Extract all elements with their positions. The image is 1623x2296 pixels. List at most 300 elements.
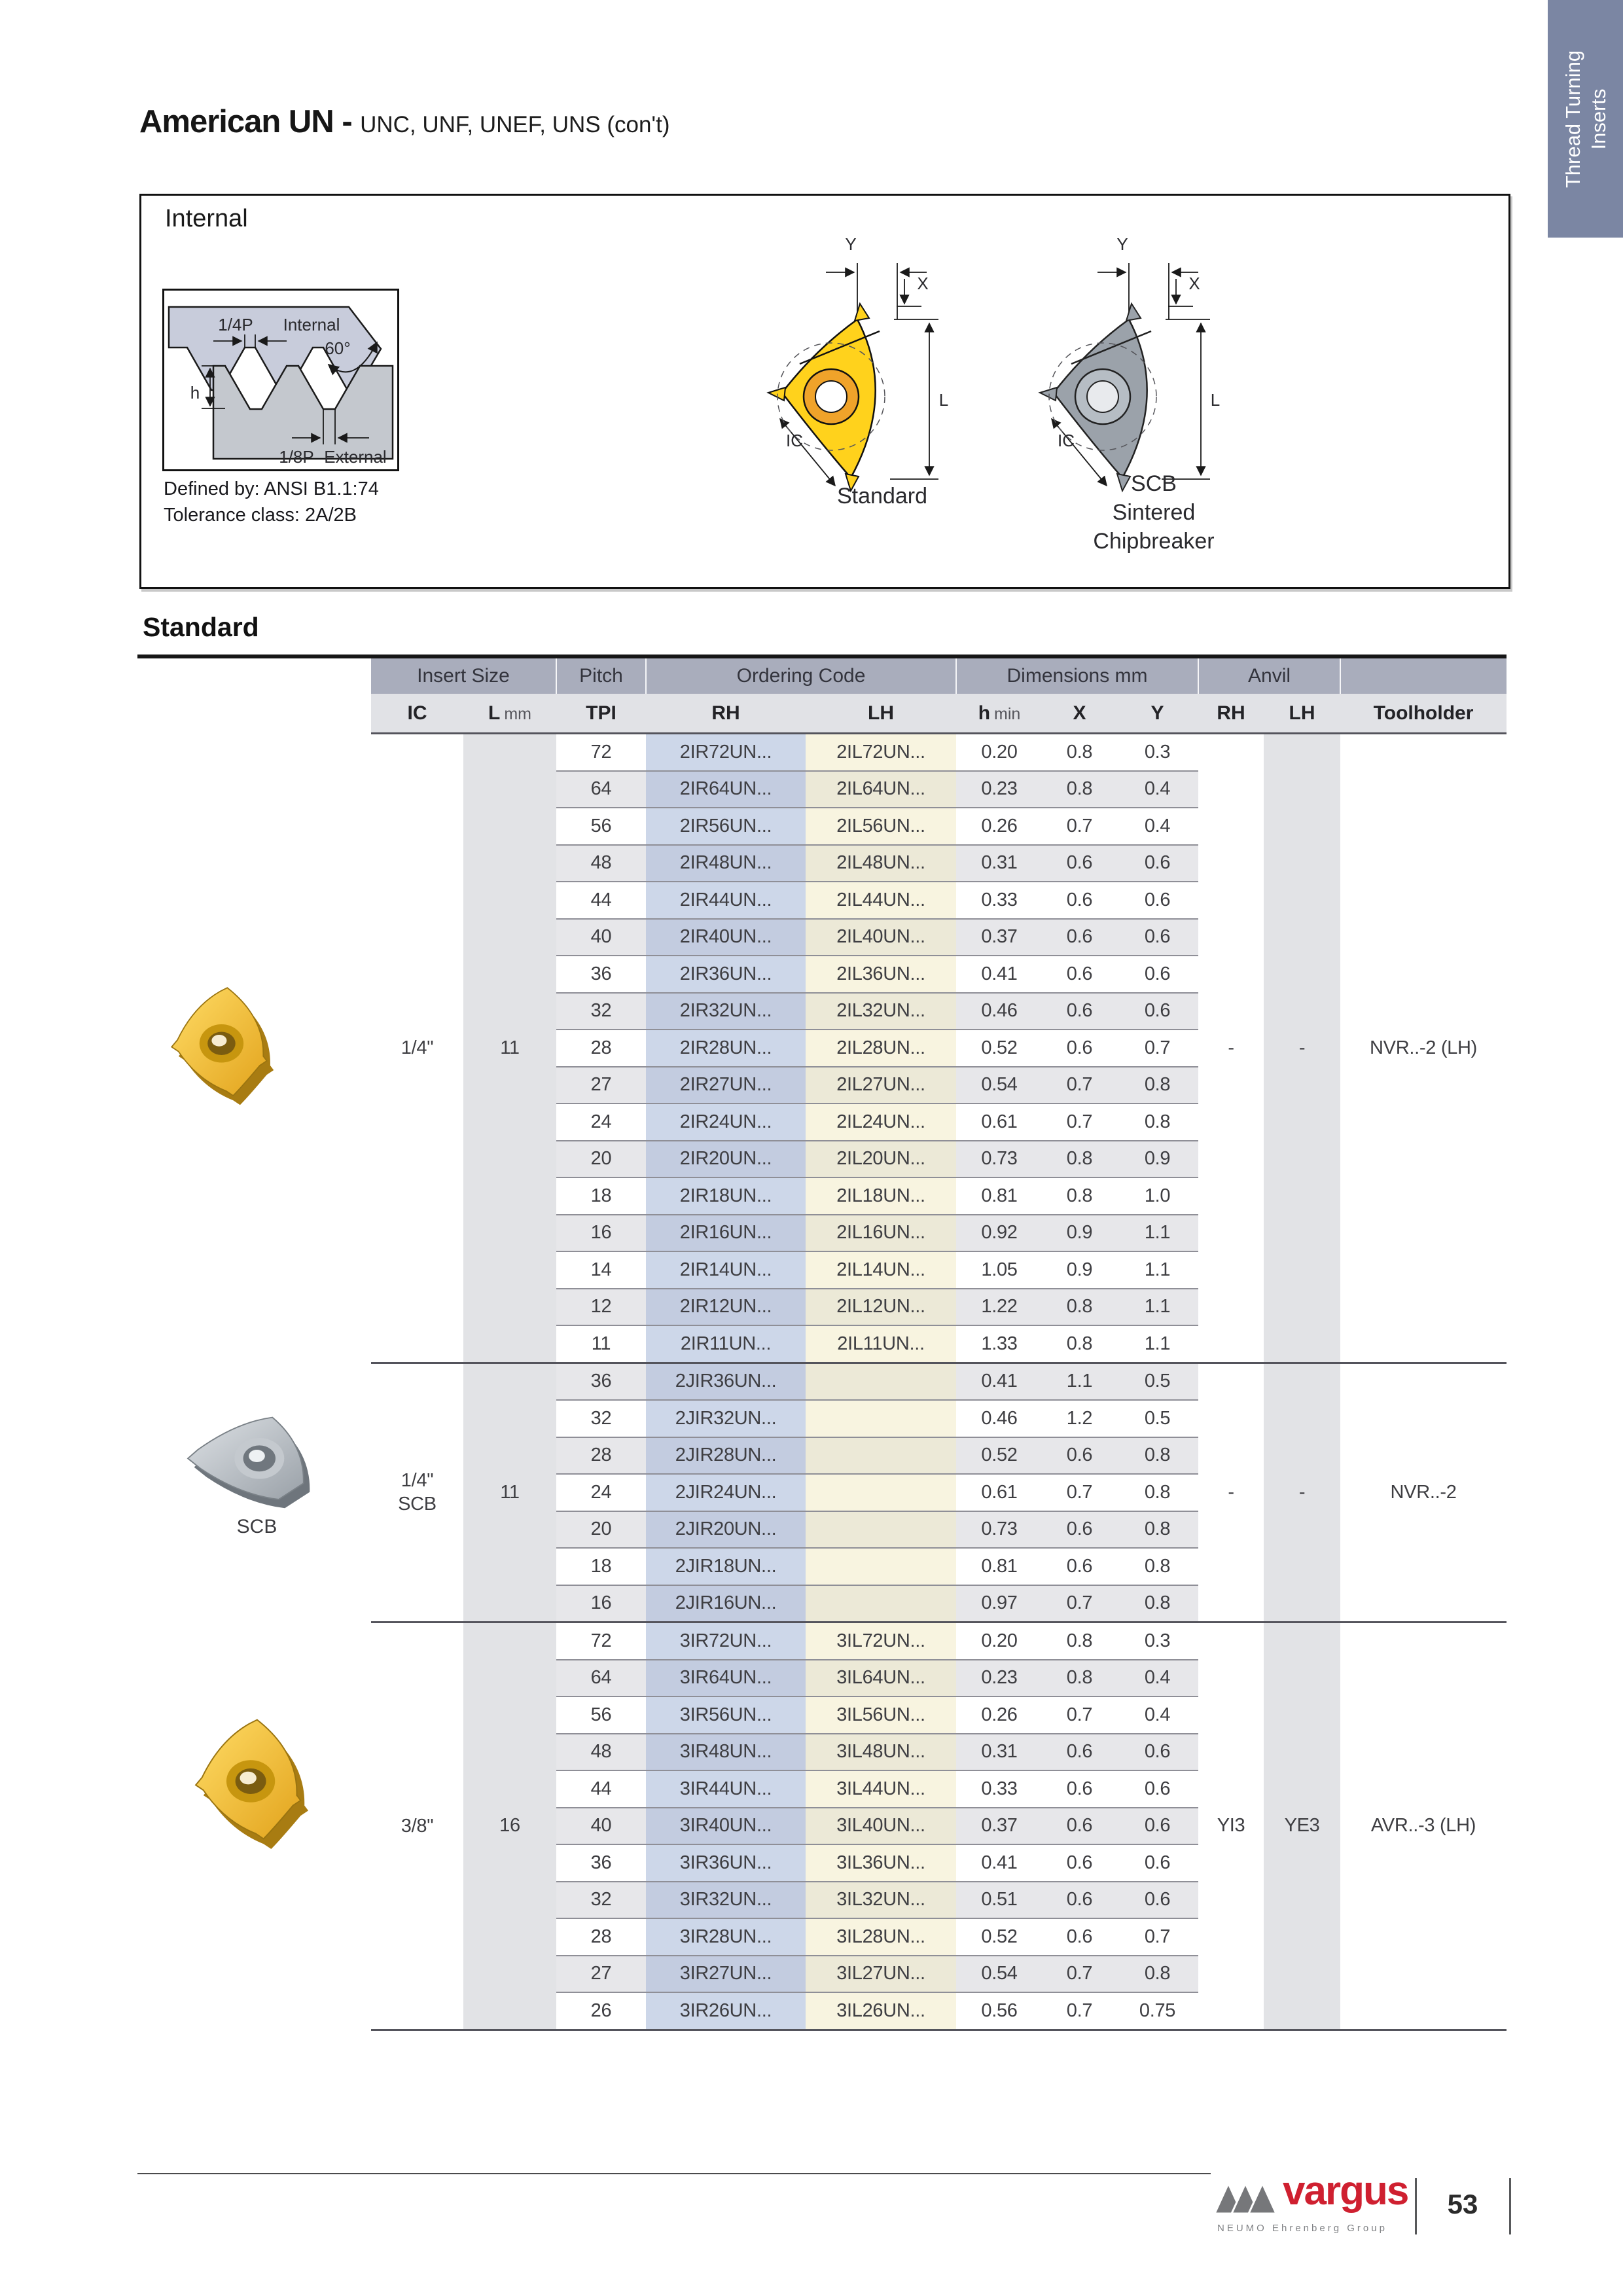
cell-h-min: 0.37 xyxy=(956,1808,1043,1845)
cell-ordering-lh: 2IL12UN... xyxy=(806,1289,956,1326)
scb-photo-label: SCB xyxy=(236,1516,277,1537)
cell-ordering-rh: 2IR44UN... xyxy=(646,882,806,919)
cell-ordering-lh: 3IL36UN... xyxy=(806,1844,956,1882)
cell-ordering-lh: 2IL64UN... xyxy=(806,771,956,808)
cell-tpi: 72 xyxy=(556,1623,646,1660)
scb-caption-line: Chipbreaker xyxy=(1093,529,1215,554)
cell-y: 0.6 xyxy=(1116,956,1198,993)
cell-ordering-lh: 3IL56UN... xyxy=(806,1696,956,1734)
cell-y: 0.6 xyxy=(1116,919,1198,956)
photo-hole-highlight xyxy=(211,1035,226,1047)
standard-caption: Standard xyxy=(837,484,927,509)
chapter-tab-label xyxy=(1560,1,1611,237)
cell-h-min: 0.46 xyxy=(956,1400,1043,1437)
subheader-main: RH xyxy=(711,702,740,724)
cell-x: 0.6 xyxy=(1043,1882,1116,1919)
cell-tpi: 72 xyxy=(556,734,646,771)
cell-x: 0.6 xyxy=(1043,1511,1116,1549)
cell-y: 0.7 xyxy=(1116,1030,1198,1067)
cell-ordering-lh: 2IL16UN... xyxy=(806,1215,956,1252)
cell-x: 0.6 xyxy=(1043,1918,1116,1956)
x-dim-label: X xyxy=(1188,274,1200,293)
cell-ordering-lh: 3IL32UN... xyxy=(806,1882,956,1919)
cell-y: 0.8 xyxy=(1116,1548,1198,1585)
cell-h-min: 0.51 xyxy=(956,1882,1043,1919)
cell-h-min: 0.26 xyxy=(956,808,1043,845)
cell-h-min: 1.05 xyxy=(956,1251,1043,1289)
vargus-wordmark: vargus xyxy=(1283,2168,1408,2214)
page-number: 53 xyxy=(1447,2189,1478,2219)
table-group-header-row xyxy=(371,658,1507,694)
cell-tpi: 14 xyxy=(556,1251,646,1289)
cell-y: 0.8 xyxy=(1116,1437,1198,1475)
subheader-main: IC xyxy=(407,702,427,724)
cell-x: 0.7 xyxy=(1043,1992,1116,2030)
l-dim-label: L xyxy=(1210,390,1221,410)
table-row xyxy=(371,734,1507,771)
subheader-unit: mm xyxy=(504,704,531,723)
cell-ordering-lh: 2IL48UN... xyxy=(806,845,956,882)
cell-y: 0.8 xyxy=(1116,1511,1198,1549)
cell-ordering-rh: 3IR32UN... xyxy=(646,1882,806,1919)
insert-table xyxy=(371,658,1507,2031)
cell-ordering-lh: 2IL18UN... xyxy=(806,1177,956,1215)
cell-y: 0.6 xyxy=(1116,1808,1198,1845)
cell-ordering-rh: 3IR44UN... xyxy=(646,1770,806,1808)
cell-tpi: 56 xyxy=(556,808,646,845)
table-subheader-row xyxy=(371,694,1507,734)
cell-ordering-lh: 2IL36UN... xyxy=(806,956,956,993)
table-body xyxy=(371,734,1507,2030)
cell-x: 0.9 xyxy=(1043,1215,1116,1252)
cell-y: 1.1 xyxy=(1116,1215,1198,1252)
cell-toolholder: NVR..-2 (LH) xyxy=(1340,734,1507,1363)
cell-x: 0.8 xyxy=(1043,734,1116,771)
cell-h-min: 0.81 xyxy=(956,1177,1043,1215)
cell-x: 0.6 xyxy=(1043,1437,1116,1475)
cell-h-min: 0.41 xyxy=(956,956,1043,993)
cell-y: 0.8 xyxy=(1116,1103,1198,1141)
footer-divider xyxy=(1509,2178,1511,2234)
chapter-tab xyxy=(1548,0,1623,238)
cell-h-min: 0.37 xyxy=(956,919,1043,956)
photo-hole-highlight xyxy=(249,1450,265,1462)
ic-label: SCB xyxy=(398,1494,437,1515)
table-row xyxy=(371,1363,1507,1400)
cell-ordering-lh: 3IL26UN... xyxy=(806,1992,956,2030)
cell-y: 0.7 xyxy=(1116,1918,1198,1956)
cell-anvil-rh: - xyxy=(1198,734,1264,1363)
footer-divider xyxy=(1415,2178,1417,2234)
cell-insert-size-l: 16 xyxy=(463,1623,556,2030)
cell-h-min: 0.92 xyxy=(956,1215,1043,1252)
cell-ordering-lh: 3IL44UN... xyxy=(806,1770,956,1808)
cell-y: 0.6 xyxy=(1116,993,1198,1030)
cell-y: 0.4 xyxy=(1116,1696,1198,1734)
cell-tpi: 36 xyxy=(556,1363,646,1400)
cell-h-min: 0.20 xyxy=(956,734,1043,771)
cell-h-min: 0.52 xyxy=(956,1437,1043,1475)
cell-h-min: 0.61 xyxy=(956,1103,1043,1141)
cell-ordering-rh: 2IR36UN... xyxy=(646,956,806,993)
cell-y: 0.6 xyxy=(1116,1734,1198,1771)
cell-ordering-rh: 2JIR20UN... xyxy=(646,1511,806,1549)
subheader-main: X xyxy=(1073,702,1086,724)
cell-ordering-rh: 2IR11UN... xyxy=(646,1325,806,1363)
insert-photo-standard-quarter xyxy=(165,978,283,1106)
cell-ordering-lh xyxy=(806,1511,956,1549)
subheader-x xyxy=(1043,694,1116,734)
insert-photo-scb xyxy=(180,1412,334,1512)
cell-y: 0.5 xyxy=(1116,1363,1198,1400)
cell-ordering-lh xyxy=(806,1400,956,1437)
internal-heading: Internal xyxy=(165,205,248,232)
thread-profile-svg xyxy=(162,289,399,471)
angle-label: 60° xyxy=(325,338,351,358)
header-spacer xyxy=(1340,658,1507,694)
subheader-main: Toolholder xyxy=(1373,702,1474,724)
cell-ordering-rh: 2IR40UN... xyxy=(646,919,806,956)
cell-x: 0.7 xyxy=(1043,1585,1116,1623)
cell-ordering-rh: 2IR18UN... xyxy=(646,1177,806,1215)
cell-y: 0.6 xyxy=(1116,1882,1198,1919)
cell-x: 0.7 xyxy=(1043,1474,1116,1511)
cell-h-min: 0.73 xyxy=(956,1141,1043,1178)
cell-ordering-rh: 3IR27UN... xyxy=(646,1956,806,1993)
cell-h-min: 0.81 xyxy=(956,1548,1043,1585)
cell-ordering-lh: 3IL40UN... xyxy=(806,1808,956,1845)
cell-tpi: 24 xyxy=(556,1103,646,1141)
cell-ordering-lh: 3IL27UN... xyxy=(806,1956,956,1993)
cell-x: 0.7 xyxy=(1043,808,1116,845)
ic-label: 1/4" xyxy=(401,1470,434,1492)
cell-h-min: 0.52 xyxy=(956,1918,1043,1956)
cell-ordering-rh: 2JIR24UN... xyxy=(646,1474,806,1511)
cell-h-min: 0.20 xyxy=(956,1623,1043,1660)
cell-ordering-rh: 2IR14UN... xyxy=(646,1251,806,1289)
cell-ordering-rh: 2JIR28UN... xyxy=(646,1437,806,1475)
cell-h-min: 0.46 xyxy=(956,993,1043,1030)
cell-y: 0.6 xyxy=(1116,845,1198,882)
cell-tpi: 12 xyxy=(556,1289,646,1326)
subheader-main: Y xyxy=(1150,702,1164,724)
subheader-main: h xyxy=(978,702,991,724)
ic-dim-label: IC xyxy=(786,431,803,450)
cell-y: 0.8 xyxy=(1116,1956,1198,1993)
cell-tpi: 20 xyxy=(556,1511,646,1549)
h-label: h xyxy=(190,383,200,403)
subheader-rh xyxy=(646,694,806,734)
subheader-main: L xyxy=(488,702,501,724)
header-ordering-code: Ordering Code xyxy=(646,658,956,694)
cell-tpi: 16 xyxy=(556,1215,646,1252)
scb-caption-line: Sintered xyxy=(1112,500,1196,525)
vargus-group-label: NEUMO Ehrenberg Group xyxy=(1217,2223,1387,2234)
defined-by-note: Defined by: ANSI B1.1:74 xyxy=(164,478,379,499)
cell-tpi: 32 xyxy=(556,993,646,1030)
subheader-l xyxy=(463,694,556,734)
cell-ordering-lh: 2IL40UN... xyxy=(806,919,956,956)
cell-ordering-lh: 2IL24UN... xyxy=(806,1103,956,1141)
internal-section-box xyxy=(139,194,1510,589)
cell-x: 0.6 xyxy=(1043,919,1116,956)
page-title xyxy=(139,103,669,140)
cell-ordering-lh: 2IL28UN... xyxy=(806,1030,956,1067)
cell-ordering-lh: 2IL56UN... xyxy=(806,808,956,845)
cell-x: 0.8 xyxy=(1043,1141,1116,1178)
cell-tpi: 64 xyxy=(556,1660,646,1697)
cell-ordering-rh: 2IR56UN... xyxy=(646,808,806,845)
subheader-y xyxy=(1116,694,1198,734)
cell-y: 0.4 xyxy=(1116,1660,1198,1697)
cell-h-min: 0.97 xyxy=(956,1585,1043,1623)
cell-ordering-lh: 3IL28UN... xyxy=(806,1918,956,1956)
subheader-lh xyxy=(806,694,956,734)
cell-x: 0.6 xyxy=(1043,845,1116,882)
cell-tpi: 28 xyxy=(556,1437,646,1475)
cell-ordering-rh: 2IR64UN... xyxy=(646,771,806,808)
cell-tpi: 36 xyxy=(556,956,646,993)
cell-insert-size-ic xyxy=(371,1363,463,1623)
cell-ordering-rh: 2JIR16UN... xyxy=(646,1585,806,1623)
cell-tpi: 64 xyxy=(556,771,646,808)
cell-ordering-lh: 2IL20UN... xyxy=(806,1141,956,1178)
footer-rule xyxy=(137,2173,1211,2174)
header-pitch: Pitch xyxy=(556,658,646,694)
cell-ordering-lh: 3IL72UN... xyxy=(806,1623,956,1660)
cell-tpi: 18 xyxy=(556,1177,646,1215)
cell-ordering-rh: 3IR72UN... xyxy=(646,1623,806,1660)
cell-h-min: 0.52 xyxy=(956,1030,1043,1067)
cell-y: 0.5 xyxy=(1116,1400,1198,1437)
thread-profile-diagram xyxy=(162,289,399,471)
cell-anvil-rh: - xyxy=(1198,1363,1264,1623)
cell-h-min: 0.23 xyxy=(956,771,1043,808)
subheader-toolholder xyxy=(1340,694,1507,734)
cell-x: 0.8 xyxy=(1043,1289,1116,1326)
cell-ordering-rh: 2JIR18UN... xyxy=(646,1548,806,1585)
cell-tpi: 48 xyxy=(556,845,646,882)
y-dim-label: Y xyxy=(845,234,857,254)
scb-caption xyxy=(1046,469,1262,556)
cell-y: 0.4 xyxy=(1116,771,1198,808)
cell-x: 0.8 xyxy=(1043,1177,1116,1215)
cell-y: 0.6 xyxy=(1116,1844,1198,1882)
cell-h-min: 0.23 xyxy=(956,1660,1043,1697)
cell-tpi: 11 xyxy=(556,1325,646,1363)
cell-y: 0.6 xyxy=(1116,1770,1198,1808)
subheader-ic xyxy=(371,694,463,734)
cell-ordering-lh: 2IL27UN... xyxy=(806,1067,956,1104)
cell-h-min: 0.33 xyxy=(956,882,1043,919)
scb-nub-left xyxy=(1040,387,1057,401)
cell-ordering-rh: 2IR24UN... xyxy=(646,1103,806,1141)
cell-y: 0.3 xyxy=(1116,1623,1198,1660)
cell-y: 1.1 xyxy=(1116,1325,1198,1363)
vargus-logo-icon xyxy=(1215,2179,1280,2216)
scb-caption-line: SCB xyxy=(1131,471,1177,496)
cell-h-min: 0.54 xyxy=(956,1956,1043,1993)
cell-tpi: 44 xyxy=(556,882,646,919)
insert-photo-standard-threeeighths xyxy=(171,1710,335,1850)
cell-tpi: 28 xyxy=(556,1918,646,1956)
cell-ordering-rh: 2IR16UN... xyxy=(646,1215,806,1252)
quarter-p-label: 1/4P xyxy=(218,315,253,334)
cell-x: 0.6 xyxy=(1043,1770,1116,1808)
page-title-sub: UNC, UNF, UNEF, UNS (con't) xyxy=(360,112,670,137)
cell-x: 0.7 xyxy=(1043,1956,1116,1993)
cell-tpi: 16 xyxy=(556,1585,646,1623)
cell-y: 1.1 xyxy=(1116,1289,1198,1326)
cell-x: 0.6 xyxy=(1043,1808,1116,1845)
cell-x: 0.6 xyxy=(1043,882,1116,919)
cell-ordering-lh xyxy=(806,1474,956,1511)
cell-x: 0.9 xyxy=(1043,1251,1116,1289)
cell-toolholder: NVR..-2 xyxy=(1340,1363,1507,1623)
cell-tpi: 56 xyxy=(556,1696,646,1734)
cell-x: 0.8 xyxy=(1043,771,1116,808)
cell-x: 0.8 xyxy=(1043,1325,1116,1363)
cell-h-min: 0.41 xyxy=(956,1844,1043,1882)
cell-x: 0.7 xyxy=(1043,1067,1116,1104)
cell-tpi: 32 xyxy=(556,1882,646,1919)
cell-anvil-lh: - xyxy=(1264,734,1340,1363)
subheader-unit: min xyxy=(994,704,1021,723)
cell-ordering-rh: 3IR48UN... xyxy=(646,1734,806,1771)
subheader-h-min xyxy=(956,694,1043,734)
cell-ordering-lh xyxy=(806,1548,956,1585)
cell-ordering-rh: 3IR26UN... xyxy=(646,1992,806,2030)
cell-y: 1.0 xyxy=(1116,1177,1198,1215)
cell-tpi: 27 xyxy=(556,1956,646,1993)
cell-ordering-rh: 2JIR36UN... xyxy=(646,1363,806,1400)
tolerance-note: Tolerance class: 2A/2B xyxy=(164,505,357,526)
cell-x: 1.2 xyxy=(1043,1400,1116,1437)
insert-hole xyxy=(815,381,847,412)
cell-ordering-rh: 3IR56UN... xyxy=(646,1696,806,1734)
cell-x: 0.6 xyxy=(1043,1030,1116,1067)
cell-insert-size-l: 11 xyxy=(463,734,556,1363)
cell-tpi: 48 xyxy=(556,1734,646,1771)
cell-h-min: 0.33 xyxy=(956,1770,1043,1808)
cell-y: 0.8 xyxy=(1116,1067,1198,1104)
header-insert-size: Insert Size xyxy=(371,658,556,694)
table-row xyxy=(371,1623,1507,1660)
cell-y: 0.75 xyxy=(1116,1992,1198,2030)
cell-h-min: 0.54 xyxy=(956,1067,1043,1104)
cell-ordering-lh xyxy=(806,1585,956,1623)
cell-ordering-rh: 3IR28UN... xyxy=(646,1918,806,1956)
cell-tpi: 40 xyxy=(556,919,646,956)
cell-h-min: 1.22 xyxy=(956,1289,1043,1326)
subheader-main: TPI xyxy=(586,702,616,724)
subheader-main: LH xyxy=(1289,702,1315,724)
x-dim-label: X xyxy=(917,274,929,293)
cell-tpi: 28 xyxy=(556,1030,646,1067)
cell-h-min: 0.31 xyxy=(956,1734,1043,1771)
cell-h-min: 0.73 xyxy=(956,1511,1043,1549)
cell-h-min: 0.26 xyxy=(956,1696,1043,1734)
section-heading: Standard xyxy=(143,612,259,642)
cell-y: 0.3 xyxy=(1116,734,1198,771)
external-label: External xyxy=(324,447,387,467)
ic-dim-label: IC xyxy=(1058,431,1075,450)
cell-ordering-rh: 2IR32UN... xyxy=(646,993,806,1030)
l-dim-label: L xyxy=(938,390,949,410)
cell-x: 0.6 xyxy=(1043,1844,1116,1882)
cell-ordering-rh: 3IR64UN... xyxy=(646,1660,806,1697)
cell-ordering-lh: 2IL72UN... xyxy=(806,734,956,771)
cell-h-min: 0.56 xyxy=(956,1992,1043,2030)
header-dimensions: Dimensions mm xyxy=(956,658,1198,694)
cell-y: 0.4 xyxy=(1116,808,1198,845)
cell-tpi: 27 xyxy=(556,1067,646,1104)
cell-ordering-rh: 2IR28UN... xyxy=(646,1030,806,1067)
subheader-tpi xyxy=(556,694,646,734)
cell-h-min: 0.41 xyxy=(956,1363,1043,1400)
cell-tpi: 20 xyxy=(556,1141,646,1178)
cell-ordering-rh: 3IR36UN... xyxy=(646,1844,806,1882)
cell-anvil-lh: YE3 xyxy=(1264,1623,1340,2030)
cell-x: 0.8 xyxy=(1043,1660,1116,1697)
cell-y: 0.6 xyxy=(1116,882,1198,919)
cell-x: 1.1 xyxy=(1043,1363,1116,1400)
cell-ordering-rh: 2IR12UN... xyxy=(646,1289,806,1326)
cell-y: 0.9 xyxy=(1116,1141,1198,1178)
cell-tpi: 24 xyxy=(556,1474,646,1511)
cell-x: 0.8 xyxy=(1043,1623,1116,1660)
page-title-main: American UN - xyxy=(139,104,352,139)
chapter-tab-line1: Thread Turning xyxy=(1561,50,1584,188)
cell-ordering-lh: 2IL14UN... xyxy=(806,1251,956,1289)
cell-tpi: 40 xyxy=(556,1808,646,1845)
cell-ordering-lh: 3IL64UN... xyxy=(806,1660,956,1697)
subheader-anvil-rh xyxy=(1198,694,1264,734)
cell-insert-size-l: 11 xyxy=(463,1363,556,1623)
ic-label: 3/8" xyxy=(401,1815,434,1837)
cell-x: 0.6 xyxy=(1043,993,1116,1030)
cell-toolholder: AVR..-3 (LH) xyxy=(1340,1623,1507,2030)
internal-label: Internal xyxy=(283,315,340,334)
cell-x: 0.6 xyxy=(1043,1548,1116,1585)
cell-ordering-rh: 2JIR32UN... xyxy=(646,1400,806,1437)
scb-hole xyxy=(1087,381,1118,412)
header-anvil: Anvil xyxy=(1198,658,1340,694)
cell-x: 0.7 xyxy=(1043,1696,1116,1734)
cell-y: 0.8 xyxy=(1116,1474,1198,1511)
cell-ordering-lh xyxy=(806,1437,956,1475)
cell-anvil-lh: - xyxy=(1264,1363,1340,1623)
photo-hole-highlight xyxy=(240,1772,256,1785)
cell-ordering-lh xyxy=(806,1363,956,1400)
cell-y: 1.1 xyxy=(1116,1251,1198,1289)
cell-x: 0.7 xyxy=(1043,1103,1116,1141)
cell-ordering-rh: 3IR40UN... xyxy=(646,1808,806,1845)
cell-x: 0.6 xyxy=(1043,1734,1116,1771)
cell-ordering-rh: 2IR20UN... xyxy=(646,1141,806,1178)
eighth-p-label: 1/8P xyxy=(279,447,314,467)
cell-tpi: 26 xyxy=(556,1992,646,2030)
cell-insert-size-ic xyxy=(371,734,463,1363)
cell-ordering-rh: 2IR48UN... xyxy=(646,845,806,882)
cell-tpi: 36 xyxy=(556,1844,646,1882)
cell-ordering-lh: 2IL32UN... xyxy=(806,993,956,1030)
subheader-main: RH xyxy=(1217,702,1245,724)
cell-ordering-rh: 2IR72UN... xyxy=(646,734,806,771)
cell-h-min: 1.33 xyxy=(956,1325,1043,1363)
cell-tpi: 44 xyxy=(556,1770,646,1808)
chapter-tab-line2: Inserts xyxy=(1586,88,1610,150)
